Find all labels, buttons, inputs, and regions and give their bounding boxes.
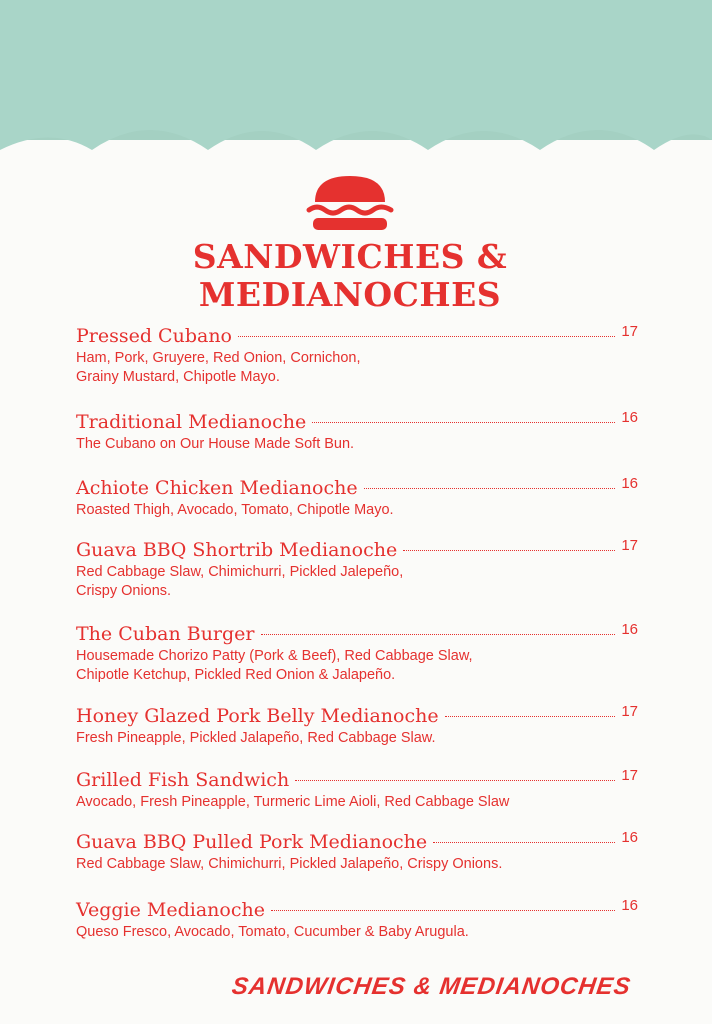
menu-item bbox=[76, 830, 638, 874]
item-description: Queso Fresco, Avocado, Tomato, Cucumber & Baby Arugula. bbox=[76, 924, 469, 940]
title-line-2: MEDIANOCHES bbox=[198, 275, 502, 314]
item-name: Guava BBQ Pulled Pork Medianoche bbox=[76, 831, 428, 853]
item-name: Honey Glazed Pork Belly Medianoche bbox=[76, 705, 439, 727]
item-description: Avocado, Fresh Pineapple, Turmeric Lime Aioli, Red Cabbage Slaw bbox=[76, 794, 510, 810]
dot-leader bbox=[295, 780, 615, 781]
item-price: 16 bbox=[621, 897, 638, 914]
item-name: Grilled Fish Sandwich bbox=[76, 769, 290, 791]
title-line-1: SANDWICHES & bbox=[192, 237, 508, 276]
item-price: 17 bbox=[621, 767, 638, 784]
menu-item bbox=[76, 622, 638, 685]
menu-item bbox=[76, 538, 638, 601]
menu-item bbox=[76, 324, 638, 387]
dot-leader bbox=[403, 550, 615, 551]
item-description: Fresh Pineapple, Pickled Jalapeño, Red Cabbage Slaw. bbox=[76, 730, 436, 746]
item-price: 16 bbox=[621, 621, 638, 638]
item-description: Red Cabbage Slaw, Chimichurri, Pickled Jalapeño, Crispy Onions. bbox=[76, 856, 503, 872]
menu-item bbox=[76, 898, 638, 942]
item-description: Housemade Chorizo Patty (Pork & Beef), Red Cabbage Slaw, Chipotle Ketchup, Pickled Red Onion & Jalapeño. bbox=[76, 648, 473, 683]
scalloped-banner bbox=[0, 0, 712, 180]
item-price: 16 bbox=[621, 409, 638, 426]
item-price: 17 bbox=[621, 537, 638, 554]
item-description: Roasted Thigh, Avocado, Tomato, Chipotle Mayo. bbox=[76, 502, 394, 518]
item-name: Veggie Medianoche bbox=[76, 899, 265, 921]
menu-item bbox=[76, 768, 638, 812]
footer-title: SANDWICHES & MEDIANOCHES bbox=[230, 973, 633, 1000]
item-name: Pressed Cubano bbox=[76, 325, 232, 347]
dot-leader bbox=[271, 910, 615, 911]
menu-item bbox=[76, 704, 638, 748]
item-price: 16 bbox=[621, 829, 638, 846]
dot-leader bbox=[445, 716, 616, 717]
item-name: The Cuban Burger bbox=[76, 623, 255, 645]
item-price: 17 bbox=[621, 703, 638, 720]
dot-leader bbox=[364, 488, 616, 489]
item-name: Traditional Medianoche bbox=[76, 411, 307, 433]
menu-item bbox=[76, 476, 638, 520]
item-name: Guava BBQ Shortrib Medianoche bbox=[76, 539, 398, 561]
page-title bbox=[150, 238, 550, 314]
item-name: Achiote Chicken Medianoche bbox=[76, 477, 358, 499]
item-price: 17 bbox=[621, 323, 638, 340]
dot-leader bbox=[433, 842, 615, 843]
item-price: 16 bbox=[621, 475, 638, 492]
dot-leader bbox=[238, 336, 615, 337]
dot-leader bbox=[312, 422, 615, 423]
item-description: Ham, Pork, Gruyere, Red Onion, Cornichon, Grainy Mustard, Chipotle Mayo. bbox=[76, 350, 361, 385]
burger-icon bbox=[305, 172, 395, 236]
menu-item bbox=[76, 410, 638, 454]
dot-leader bbox=[261, 634, 616, 635]
item-description: Red Cabbage Slaw, Chimichurri, Pickled Jalepeño, Crispy Onions. bbox=[76, 564, 404, 599]
item-description: The Cubano on Our House Made Soft Bun. bbox=[76, 436, 355, 452]
